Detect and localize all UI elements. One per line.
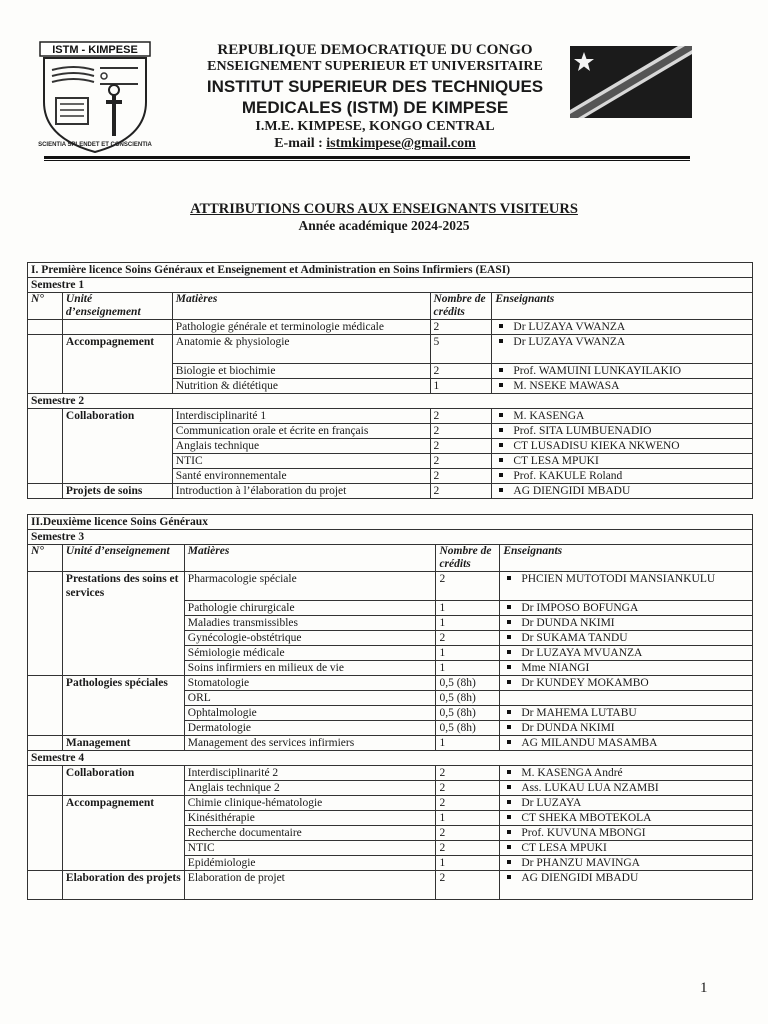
credits-cell: 0,5 (8h) <box>436 691 500 706</box>
courses-table-l2 <box>27 514 753 900</box>
enseignant-cell <box>492 379 753 394</box>
enseignant-name: CT LESA MPUKI <box>521 842 607 854</box>
credits-cell: 2 <box>436 841 500 856</box>
enseignant-name: Ass. LUKAU LUA NZAMBI <box>521 782 659 794</box>
enseignant-name: Dr MAHEMA LUTABU <box>521 707 637 719</box>
enseignant-cell <box>500 646 753 661</box>
credits-cell: 2 <box>436 766 500 781</box>
matiere-cell: Gynécologie-obstétrique <box>184 631 436 646</box>
credits-cell: 1 <box>430 379 492 394</box>
matiere-cell: Epidémiologie <box>184 856 436 871</box>
credits-cell: 1 <box>436 646 500 661</box>
col-header-credits: Nombre de crédits <box>436 545 500 572</box>
section-title: II.Deuxième licence Soins Généraux <box>28 515 753 530</box>
unit-cell: Pathologies spéciales <box>62 676 184 736</box>
credits-cell: 2 <box>430 439 492 454</box>
bullet-icon <box>507 785 511 789</box>
enseignant-name: Dr LUZAYA MVUANZA <box>521 647 643 659</box>
enseignant-cell <box>500 826 753 841</box>
matiere-cell: Pathologie générale et terminologie médicale <box>172 320 430 335</box>
enseignant-name: Dr IMPOSO BOFUNGA <box>521 602 639 614</box>
enseignant-cell <box>500 781 753 796</box>
unit-cell: Accompagnement <box>62 796 184 871</box>
unit-cell: Collaboration <box>62 409 172 484</box>
bullet-icon <box>499 443 503 447</box>
matiere-cell: Introduction à l’élaboration du projet <box>172 484 430 499</box>
semester-label: Semestre 3 <box>28 530 753 545</box>
matiere-cell: Elaboration de projet <box>184 871 436 900</box>
bullet-icon <box>499 473 503 477</box>
credits-cell: 1 <box>436 616 500 631</box>
bullet-icon <box>507 710 511 714</box>
enseignant-name: CT LESA MPUKI <box>513 455 599 467</box>
unit-cell: Accompagnement <box>62 335 172 394</box>
bullet-icon <box>507 770 511 774</box>
enseignant-cell <box>500 601 753 616</box>
credits-cell: 2 <box>436 826 500 841</box>
enseignant-name: PHCIEN MUTOTODI MANSIANKULU <box>521 573 716 585</box>
enseignant-name: CT LUSADISU KIEKA NKWENO <box>513 440 680 452</box>
col-header-matiere: Matières <box>172 293 430 320</box>
bullet-icon <box>507 635 511 639</box>
semester-label: Semestre 4 <box>28 751 753 766</box>
section-title: I. Première licence Soins Généraux et Enseignement et Administration en Soins Infirmiers (EASI) <box>28 263 753 278</box>
enseignant-name: CT SHEKA MBOTEKOLA <box>521 812 652 824</box>
enseignant-name: Dr DUNDA NKIMI <box>521 722 615 734</box>
credits-cell: 2 <box>430 484 492 499</box>
credits-cell: 2 <box>436 796 500 811</box>
bullet-icon <box>499 413 503 417</box>
enseignant-cell <box>500 616 753 631</box>
enseignant-cell <box>500 736 753 751</box>
bullet-icon <box>507 815 511 819</box>
header-rule <box>44 156 690 159</box>
credits-cell: 2 <box>430 364 492 379</box>
matiere-cell: Anglais technique 2 <box>184 781 436 796</box>
bullet-icon <box>507 650 511 654</box>
enseignant-cell <box>500 572 753 601</box>
table-row <box>28 796 753 811</box>
matiere-cell: Pathologie chirurgicale <box>184 601 436 616</box>
istm-logo <box>34 40 156 158</box>
matiere-cell: NTIC <box>184 841 436 856</box>
table-row <box>28 871 753 900</box>
matiere-cell: Sémiologie médicale <box>184 646 436 661</box>
matiere-cell: Interdisciplinarité 2 <box>184 766 436 781</box>
header-line-country: REPUBLIQUE DEMOCRATIQUE DU CONGO <box>217 42 533 58</box>
table-row <box>28 572 753 601</box>
credits-cell: 2 <box>430 424 492 439</box>
enseignant-name: Prof. SITA LUMBUENADIO <box>513 425 652 437</box>
matiere-cell: Soins infirmiers en milieux de vie <box>184 661 436 676</box>
table-row <box>28 676 753 691</box>
academic-year: Année académique 2024-2025 <box>298 218 470 233</box>
enseignant-name: M. KASENGA André <box>521 767 623 779</box>
table-row <box>28 766 753 781</box>
enseignant-name: Prof. WAMUINI LUNKAYILAKIO <box>513 365 682 377</box>
courses-table-l1 <box>27 262 753 499</box>
enseignant-name: M. NSEKE MAWASA <box>513 380 620 392</box>
credits-cell: 2 <box>436 781 500 796</box>
unit-cell: Prestations des soins et services <box>62 572 184 676</box>
bullet-icon <box>499 428 503 432</box>
matiere-cell: Dermatologie <box>184 721 436 736</box>
semester-label: Semestre 1 <box>28 278 753 293</box>
matiere-cell: Anglais technique <box>172 439 430 454</box>
bullet-icon <box>499 324 503 328</box>
enseignant-cell <box>492 439 753 454</box>
semester-label: Semestre 2 <box>28 394 753 409</box>
header-line-ministry: ENSEIGNEMENT SUPERIEUR ET UNIVERSITAIRE <box>207 59 543 74</box>
enseignant-cell <box>500 856 753 871</box>
enseignant-cell <box>492 320 753 335</box>
enseignant-cell <box>492 469 753 484</box>
enseignant-name: Dr DUNDA NKIMI <box>521 617 615 629</box>
enseignant-cell <box>500 631 753 646</box>
bullet-icon <box>507 620 511 624</box>
col-header-credits: Nombre de crédits <box>430 293 492 320</box>
bullet-icon <box>507 875 511 879</box>
matiere-cell: ORL <box>184 691 436 706</box>
matiere-cell: Stomatologie <box>184 676 436 691</box>
credits-cell: 2 <box>430 409 492 424</box>
credits-cell: 1 <box>436 601 500 616</box>
enseignant-name: Dr LUZAYA <box>521 797 582 809</box>
credits-cell: 2 <box>436 572 500 601</box>
col-header-no: N° <box>28 293 63 320</box>
credits-cell: 1 <box>436 856 500 871</box>
header-line-address: I.M.E. KIMPESE, KONGO CENTRAL <box>255 119 495 134</box>
bullet-icon <box>507 830 511 834</box>
enseignant-name: Mme NIANGI <box>521 662 590 674</box>
credits-cell: 1 <box>436 811 500 826</box>
matiere-cell: Ophtalmologie <box>184 706 436 721</box>
bullet-icon <box>507 680 511 684</box>
bullet-icon <box>507 800 511 804</box>
enseignant-cell <box>492 484 753 499</box>
enseignant-name: AG DIENGIDI MBADU <box>513 485 631 497</box>
matiere-cell: Recherche documentaire <box>184 826 436 841</box>
bullet-icon <box>499 383 503 387</box>
matiere-cell: Maladies transmissibles <box>184 616 436 631</box>
enseignant-name: Prof. KUVUNA MBONGI <box>521 827 646 839</box>
bullet-icon <box>499 368 503 372</box>
unit-cell: Management <box>62 736 184 751</box>
col-header-enseignants: Enseignants <box>492 293 753 320</box>
credits-cell: 2 <box>430 454 492 469</box>
bullet-icon <box>507 605 511 609</box>
email-label: E-mail : <box>274 136 327 151</box>
matiere-cell: Communication orale et écrite en français <box>172 424 430 439</box>
credits-cell: 2 <box>436 871 500 900</box>
col-header-no: N° <box>28 545 63 572</box>
enseignant-cell <box>492 409 753 424</box>
enseignant-cell <box>492 424 753 439</box>
matiere-cell: Pharmacologie spéciale <box>184 572 436 601</box>
unit-cell: Elaboration des projets <box>62 871 184 900</box>
enseignant-cell <box>492 364 753 379</box>
matiere-cell: Interdisciplinarité 1 <box>172 409 430 424</box>
unit-cell: Collaboration <box>62 766 184 796</box>
bullet-icon <box>507 845 511 849</box>
enseignant-name: AG MILANDU MASAMBA <box>521 737 658 749</box>
bullet-icon <box>507 860 511 864</box>
header-line-email <box>160 137 590 151</box>
col-header-enseignants: Enseignants <box>500 545 753 572</box>
enseignant-name: Dr LUZAYA VWANZA <box>513 321 626 333</box>
matiere-cell: Chimie clinique-hématologie <box>184 796 436 811</box>
bullet-icon <box>499 458 503 462</box>
matiere-cell: Santé environnementale <box>172 469 430 484</box>
credits-cell: 1 <box>436 661 500 676</box>
credits-cell: 0,5 (8h) <box>436 676 500 691</box>
table-row <box>28 409 753 424</box>
enseignant-cell <box>500 676 753 691</box>
unit-cell: Projets de soins <box>62 484 172 499</box>
header-rule-thin <box>44 160 690 161</box>
credits-cell: 0,5 (8h) <box>436 721 500 736</box>
credits-cell: 2 <box>430 469 492 484</box>
bullet-icon <box>499 488 503 492</box>
matiere-cell: Kinésithérapie <box>184 811 436 826</box>
table-row <box>28 736 753 751</box>
enseignant-name: M. KASENGA <box>513 410 585 422</box>
enseignant-cell <box>500 811 753 826</box>
enseignant-name: Dr PHANZU MAVINGA <box>521 857 640 869</box>
logo-banner: ISTM - KIMPESE <box>52 44 138 56</box>
header-line-institute: INSTITUT SUPERIEUR DES TECHNIQUES <box>206 77 544 96</box>
credits-cell: 1 <box>436 736 500 751</box>
bullet-icon <box>507 665 511 669</box>
bullet-icon <box>507 725 511 729</box>
logo-motto: SCIENTIA SPLENDET ET CONSCIENTIA <box>38 142 152 148</box>
enseignant-name: Dr KUNDEY MOKAMBO <box>521 677 649 689</box>
enseignant-name: Dr LUZAYA VWANZA <box>513 336 626 348</box>
matiere-cell: Nutrition & diététique <box>172 379 430 394</box>
document-title: ATTRIBUTIONS COURS AUX ENSEIGNANTS VISITEURS <box>190 201 578 217</box>
enseignant-cell <box>500 721 753 736</box>
credits-cell: 2 <box>430 320 492 335</box>
enseignant-cell <box>492 454 753 469</box>
table-row <box>28 320 753 335</box>
header-line-institute-2: MEDICALES (ISTM) DE KIMPESE <box>241 98 509 117</box>
email-link[interactable]: istmkimpese@gmail.com <box>326 136 476 151</box>
page-number: 1 <box>700 980 708 996</box>
enseignant-name: Prof. KAKULE Roland <box>513 470 623 482</box>
matiere-cell: Anatomie & physiologie <box>172 335 430 364</box>
col-header-matiere: Matières <box>184 545 436 572</box>
enseignant-cell <box>500 691 753 706</box>
credits-cell: 2 <box>436 631 500 646</box>
bullet-icon <box>499 339 503 343</box>
enseignant-name: AG DIENGIDI MBADU <box>521 872 639 884</box>
col-header-unit: Unité d’enseignement <box>62 293 172 320</box>
enseignant-cell <box>500 706 753 721</box>
enseignant-name: Dr SUKAMA TANDU <box>521 632 628 644</box>
table-row <box>28 335 753 364</box>
table-row <box>28 484 753 499</box>
matiere-cell: Biologie et biochimie <box>172 364 430 379</box>
credits-cell: 5 <box>430 335 492 364</box>
enseignant-cell <box>500 766 753 781</box>
enseignant-cell <box>500 661 753 676</box>
enseignant-cell <box>500 796 753 811</box>
matiere-cell: NTIC <box>172 454 430 469</box>
enseignant-cell <box>492 335 753 364</box>
bullet-icon <box>507 576 511 580</box>
bullet-icon <box>507 740 511 744</box>
enseignant-cell <box>500 841 753 856</box>
enseignant-cell <box>500 871 753 900</box>
col-header-unit: Unité d’enseignement <box>62 545 184 572</box>
matiere-cell: Management des services infirmiers <box>184 736 436 751</box>
credits-cell: 0,5 (8h) <box>436 706 500 721</box>
